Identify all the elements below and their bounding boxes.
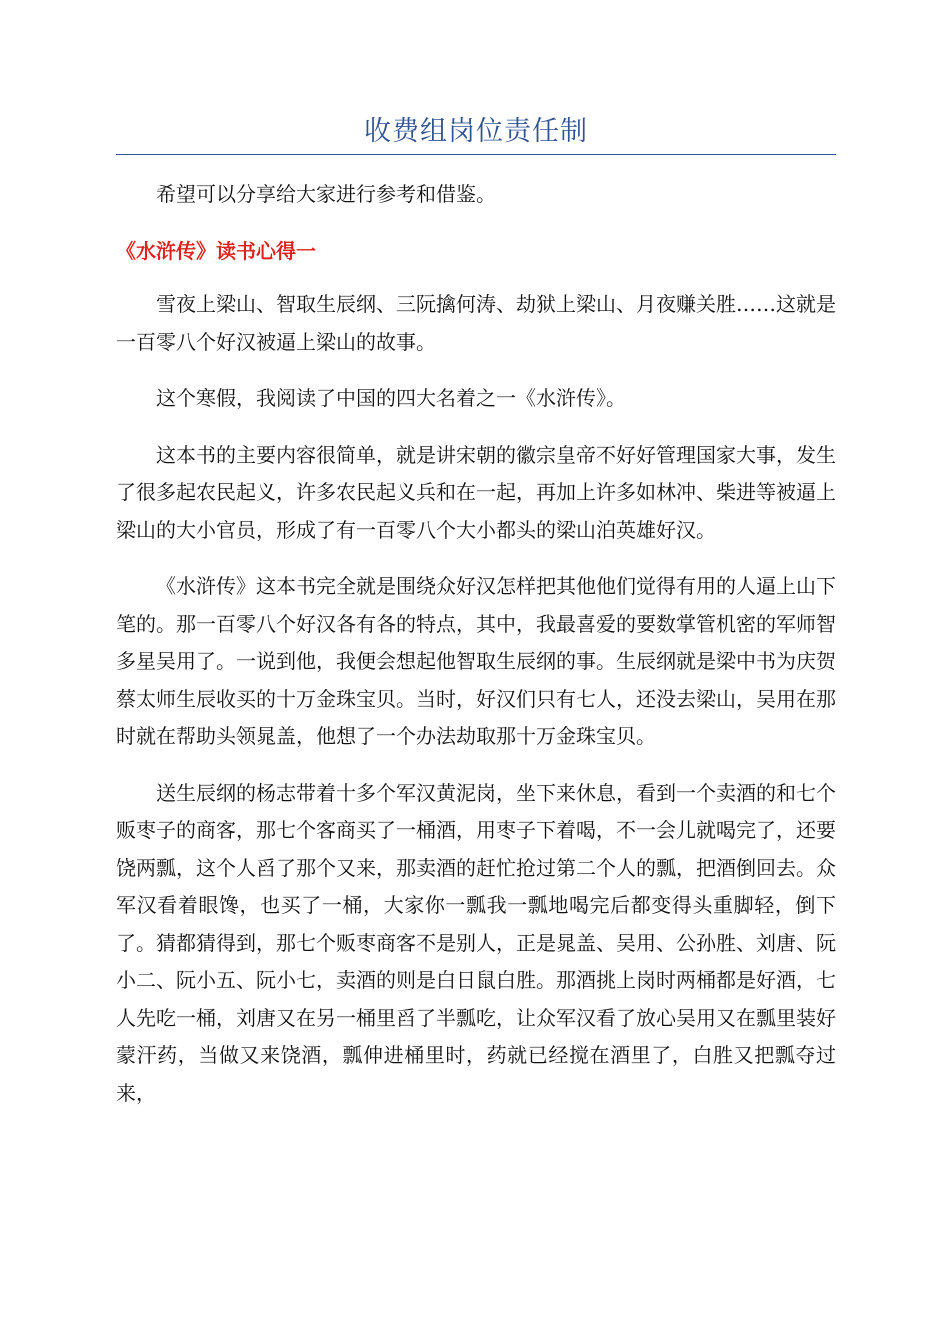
- document-body: [116, 176, 836, 1131]
- title-underline: [116, 154, 836, 155]
- body-paragraph-3: 这本书的主要内容很简单，就是讲宋朝的徽宗皇帝不好好管理国家大事，发生了很多起农民起义，许多农民起义兵和在一起，再加上许多如林冲、柴进等被逼上梁山的大小官员，形成了有一百零八个大小都头的梁山泊英雄好汉。: [116, 442, 836, 542]
- section-heading: 《水浒传》读书心得一: [116, 238, 316, 263]
- body-paragraph-1: 雪夜上梁山、智取生辰纲、三阮擒何涛、劫狱上梁山、月夜赚关胜……这就是一百零八个好汉被逼上梁山的故事。: [116, 292, 836, 354]
- body-paragraph-4: 《水浒传》这本书完全就是围绕众好汉怎样把其他他们觉得有用的人逼上山下笔的。那一百零八个好汉各有各的特点，其中，我最喜爱的要数掌管机密的军师智多星吴用了。一说到他，我便会想起他智取生辰纲的事。生辰纲就是梁中书为庆贺蔡太师生辰收买的十万金珠宝贝。当时，好汉们只有七人，还没去梁山，吴用在那时就在帮助头领晁盖，他想了一个办法劫取那十万金珠宝贝。: [116, 574, 836, 748]
- document-title: 收费组岗位责任制: [364, 116, 588, 147]
- body-paragraph-5: 送生辰纲的杨志带着十多个军汉黄泥岗，坐下来休息，看到一个卖酒的和七个贩枣子的商客，那七个客商买了一桶酒，用枣子下着喝，不一会儿就喝完了，还要饶两瓢，这个人舀了那个又来，那卖酒的赶忙抢过第二个人的瓢，把酒倒回去。众军汉看着眼馋，也买了一桶，大家你一瓢我一瓢地喝完后都变得头重脚轻，倒下了。猜都猜得到，那七个贩枣商客不是别人，正是晁盖、吴用、公孙胜、刘唐、阮小二、阮小五、阮小七，卖酒的则是白日鼠白胜。那酒挑上岗时两桶都是好酒，七人先吃一桶，刘唐又在另一桶里舀了半瓢吃，让众军汉看了放心吴用又在瓢里装好蒙汗药，当做又来饶酒，瓢伸进桶里时，药就已经搅在酒里了，白胜又把瓢夺过来，: [116, 780, 836, 1105]
- intro-paragraph: 希望可以分享给大家进行参考和借鉴。: [156, 182, 496, 206]
- body-paragraph-2: 这个寒假，我阅读了中国的四大名着之一《水浒传》。: [156, 386, 626, 410]
